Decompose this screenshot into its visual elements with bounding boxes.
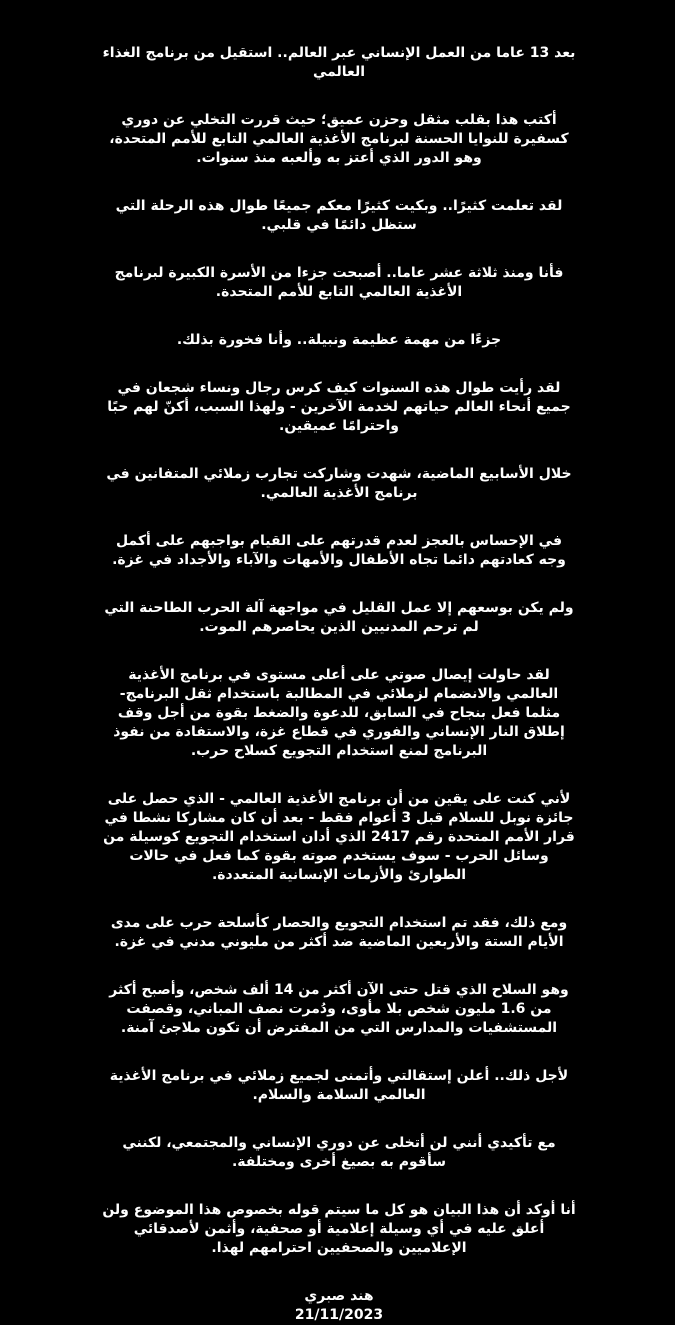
- statement-paragraph: في الإحساس بالعجز لعدم قدرتهم على القيام بواجبهم على أكمل وجه كعادتهم دائما تجاه الأطفال والأمهات والآباء والأجداد في غزة.: [112, 533, 566, 568]
- statement-body: [100, 44, 578, 1325]
- statement-paragraph: لأني كنت على يقين من أن برنامج الأغذية العالمي - الذي حصل على جائزة نوبل للسلام قبل 3 أعوام فقط - بعد أن كان مشاركا نشطا في قرار الأمم المتحدة رقم 2417 الذي أدان استخدام التجويع كوسيلة من وسائل الحرب - سوف يستخدم صوته بقوة كما فعل في حالات الطوارئ والأزمات الإنسانية المتعددة.: [103, 791, 575, 883]
- statement-paragraph: لقد رأيت طوال هذه السنوات كيف كرس رجال ونساء شجعان في جميع أنحاء العالم حياتهم لخدمة الآخرين - ولهذا السبب، أكنّ لهم حبًا واحترامًا عميقين.: [107, 380, 571, 434]
- statement-paragraph: لقد تعلمت كثيرًا.. وبكيت كثيرًا معكم جميعًا طوال هذه الرحلة التي ستظل دائمًا في قلبي.: [115, 198, 563, 233]
- signature-name: هند صبري: [304, 1288, 374, 1304]
- statement-paragraph: لقد حاولت إيصال صوتي على أعلى مستوى في برنامج الأغذية العالمي والانضمام لزملائي في المطالبة باستخدام ثقل البرنامج- مثلما فعل بنجاح في السابق، للدعوة والضغط بقوة من أجل وقف إطلاق النار الإنساني والفوري في قطاع غزة، والاستفادة من نفوذ البرنامج لمنع استخدام التجويع كسلاح حرب.: [113, 667, 565, 759]
- statement-paragraph: ومع ذلك، فقد تم استخدام التجويع والحصار كأسلحة حرب على مدى الأيام الستة والأربعين الماضية ضد أكثر من مليوني مدني في غزة.: [110, 915, 568, 950]
- statement-paragraph: أنا أوكد أن هذا البيان هو كل ما سيتم قوله بخصوص هذا الموضوع ولن أعلق عليه في أي وسيلة إعلامية أو صحفية، وأثمن لأصدقائي الإعلاميين والصحفيين احترامهم لهذا.: [102, 1202, 576, 1256]
- statement-paragraph: لأجل ذلك.. أعلن إستقالتي وأتمنى لجميع زملائي في برنامج الأغذية العالمي السلامة والسلام.: [109, 1068, 569, 1103]
- statement-headline: بعد 13 عاما من العمل الإنساني عبر العالم.. استقيل من برنامج الغذاء العالمي: [102, 45, 576, 80]
- statement-paragraph: فأنا ومنذ ثلاثة عشر عاما.. أصبحت جزءا من الأسرة الكبيرة لبرنامج الأغذية العالمي التابع للأمم المتحدة.: [114, 265, 564, 300]
- statement-paragraph: ولم يكن بوسعهم إلا عمل القليل في مواجهة آلة الحرب الطاحنة التي لم ترحم المدنيين الذين يحاصرهم الموت.: [104, 600, 574, 635]
- statement-paragraph: جزءًا من مهمة عظيمة ونبيلة.. وأنا فخورة بذلك.: [176, 332, 502, 348]
- signature-date: 21/11/2023: [294, 1307, 384, 1323]
- statement-paragraph: وهو السلاح الذي قتل حتى الآن أكثر من 14 ألف شخص، وأصبح أكثر من 1.6 مليون شخص بلا مأوى، ودُمرت نصف المباني، وقصفت المستشفيات والمدارس التي من المفترض أن تكون ملاجئ آمنة.: [109, 982, 569, 1036]
- statement-paragraph: مع تأكيدي أنني لن أتخلى عن دوري الإنساني والمجتمعي، لكنني سأقوم به بصيغ أخرى ومختلفة.: [122, 1135, 556, 1170]
- statement-paragraph: أكتب هذا بقلب مثقل وحزن عميق؛ حيث قررت التخلي عن دوري كسفيرة للنوايا الحسنة لبرنامج الأغذية العالمي التابع للأمم المتحدة، وهو الدور الذي أعتز به وألعبه منذ سنوات.: [109, 112, 569, 166]
- signature-block: [100, 1287, 578, 1325]
- statement-paragraph: خلال الأسابيع الماضية، شهدت وشاركت تجارب زملائي المتفانين في برنامج الأغذية العالمي.: [106, 466, 572, 501]
